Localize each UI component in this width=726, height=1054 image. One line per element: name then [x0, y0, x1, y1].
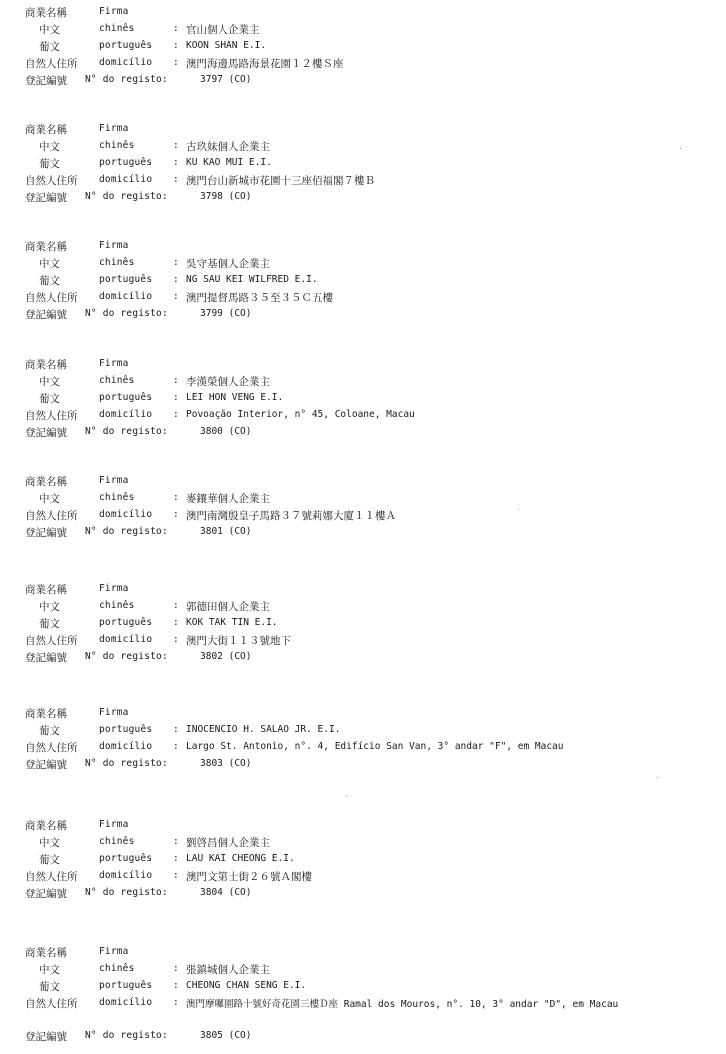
- portuguese-label-pt: português: [99, 724, 153, 735]
- portuguese-name-value: LEI HON VENG E.I.: [186, 392, 284, 403]
- chinese-label-zh: 中文: [39, 141, 60, 153]
- portuguese-label-zh: 葡文: [39, 41, 60, 53]
- domicile-row: [0, 507, 726, 524]
- colon: :: [173, 392, 179, 403]
- registration-row: [0, 756, 726, 773]
- domicile-label-pt: domicílio: [99, 870, 153, 881]
- domicile-label-pt: domicílio: [99, 634, 153, 645]
- registration-label-pt: N° do registo:: [85, 426, 168, 437]
- colon: :: [173, 741, 179, 752]
- registration-row: [0, 1028, 726, 1045]
- colon: :: [173, 23, 179, 34]
- portuguese-name-value: LAU KAI CHEONG E.I.: [186, 853, 295, 864]
- firm-label-pt: Firma: [99, 123, 129, 134]
- domicile-label-pt: domicílio: [99, 509, 153, 520]
- registry-record: [0, 581, 726, 666]
- domicile-value: 澳門海邊馬路海景花園１２樓Ｓ座: [186, 58, 344, 70]
- portuguese-label-zh: 葡文: [39, 854, 60, 866]
- firm-label-pt: Firma: [99, 240, 129, 251]
- domicile-row: [0, 55, 726, 72]
- portuguese-name-value: INOCENCIO H. SALAO JR. E.I.: [186, 724, 341, 735]
- portuguese-name-value: NG SAU KEI WILFRED E.I.: [186, 274, 318, 285]
- firm-label-pt: Firma: [99, 819, 129, 830]
- chinese-label-zh: 中文: [39, 964, 60, 976]
- portuguese-row: [0, 722, 726, 739]
- chinese-row: [0, 255, 726, 272]
- portuguese-name-value: KU KAO MUI E.I.: [186, 157, 272, 168]
- portuguese-label-pt: português: [99, 617, 153, 628]
- chinese-name-value: 李漢榮個人企業主: [186, 376, 270, 388]
- domicile-label-pt: domicílio: [99, 57, 153, 68]
- domicile-label-pt: domicílio: [99, 291, 153, 302]
- portuguese-name-value: KOK TAK TIN E.I.: [186, 617, 278, 628]
- colon: :: [173, 409, 179, 420]
- portuguese-row: [0, 851, 726, 868]
- registration-number: 3803 (CO): [200, 758, 252, 769]
- domicile-value: 澳門摩囉園路十號好奇花園三樓Ｄ座 Ramal dos Mouros, n°. 10, 3° andar "D", em Macau: [186, 999, 619, 1010]
- colon: :: [173, 375, 179, 386]
- firm-row: [0, 238, 726, 255]
- registration-row: [0, 189, 726, 206]
- colon: :: [173, 257, 179, 268]
- portuguese-label-pt: português: [99, 157, 153, 168]
- colon: :: [173, 174, 179, 185]
- firm-label-zh: 商業名稱: [25, 947, 67, 959]
- colon: :: [173, 57, 179, 68]
- domicile-label-zh: 自然人住所: [25, 510, 78, 522]
- firm-label-pt: Firma: [99, 583, 129, 594]
- domicile-label-zh: 自然人住所: [25, 635, 78, 647]
- firm-label-pt: Firma: [99, 707, 129, 718]
- chinese-row: [0, 21, 726, 38]
- colon: :: [173, 600, 179, 611]
- colon: :: [173, 870, 179, 881]
- colon: :: [173, 724, 179, 735]
- chinese-row: [0, 598, 726, 615]
- registration-number: 3799 (CO): [200, 308, 252, 319]
- portuguese-label-pt: português: [99, 274, 153, 285]
- colon: :: [173, 509, 179, 520]
- portuguese-row: [0, 272, 726, 289]
- registration-label-zh: 登記編號: [25, 309, 67, 321]
- registration-label-zh: 登記編號: [25, 527, 67, 539]
- portuguese-label-pt: português: [99, 392, 153, 403]
- firm-row: [0, 705, 726, 722]
- portuguese-label-zh: 葡文: [39, 275, 60, 287]
- portuguese-label-pt: português: [99, 40, 153, 51]
- registration-label-zh: 登記編號: [25, 192, 67, 204]
- portuguese-label-zh: 葡文: [39, 618, 60, 630]
- chinese-name-value: 麥鑲華個人企業主: [186, 493, 270, 505]
- firm-row: [0, 817, 726, 834]
- chinese-label-pt: chinês: [99, 257, 135, 268]
- domicile-label-pt: domicílio: [99, 741, 153, 752]
- firm-label-pt: Firma: [99, 946, 129, 957]
- registry-record: [0, 817, 726, 902]
- portuguese-label-zh: 葡文: [39, 158, 60, 170]
- colon: :: [173, 291, 179, 302]
- registration-label-pt: N° do registo:: [85, 191, 168, 202]
- domicile-label-zh: 自然人住所: [25, 410, 78, 422]
- domicile-label-zh: 自然人住所: [25, 998, 78, 1010]
- colon: :: [173, 157, 179, 168]
- firm-label-zh: 商業名稱: [25, 476, 67, 488]
- firm-label-zh: 商業名稱: [25, 7, 67, 19]
- firm-label-pt: Firma: [99, 6, 129, 17]
- registration-row: [0, 885, 726, 902]
- firm-label-zh: 商業名稱: [25, 820, 67, 832]
- chinese-label-zh: 中文: [39, 376, 60, 388]
- chinese-name-value: 官山個人企業主: [186, 24, 260, 36]
- colon: :: [173, 274, 179, 285]
- scan-speck: [346, 796, 347, 797]
- chinese-row: [0, 961, 726, 978]
- portuguese-label-zh: 葡文: [39, 981, 60, 993]
- domicile-label-zh: 自然人住所: [25, 292, 78, 304]
- scan-speck: [657, 777, 658, 778]
- portuguese-row: [0, 390, 726, 407]
- registration-row: [0, 649, 726, 666]
- domicile-value: Largo St. Antonio, n°. 4, Edifício San Van, 3° andar "F", em Macau: [186, 741, 564, 752]
- registration-row: [0, 72, 726, 89]
- domicile-row: [0, 407, 726, 424]
- registration-number: 3804 (CO): [200, 887, 252, 898]
- registration-label-zh: 登記編號: [25, 75, 67, 87]
- firm-label-pt: Firma: [99, 475, 129, 486]
- domicile-row: [0, 995, 726, 1028]
- firm-label-zh: 商業名稱: [25, 124, 67, 136]
- firm-label-zh: 商業名稱: [25, 359, 67, 371]
- chinese-label-pt: chinês: [99, 492, 135, 503]
- registration-label-pt: N° do registo:: [85, 758, 168, 769]
- portuguese-label-pt: português: [99, 980, 153, 991]
- portuguese-row: [0, 38, 726, 55]
- domicile-value: 澳門南灣殷皇子馬路３７號莉娜大廈１１樓Ａ: [186, 510, 396, 522]
- domicile-value: 澳門台山新城市花園十三座佰福閣７樓Ｂ: [186, 175, 375, 187]
- portuguese-name-value: CHEONG CHAN SENG E.I.: [186, 980, 307, 991]
- registration-number: 3798 (CO): [200, 191, 252, 202]
- registration-label-zh: 登記編號: [25, 759, 67, 771]
- registry-record: [0, 238, 726, 323]
- chinese-row: [0, 834, 726, 851]
- registration-number: 3797 (CO): [200, 74, 252, 85]
- chinese-label-zh: 中文: [39, 493, 60, 505]
- domicile-label-zh: 自然人住所: [25, 871, 78, 883]
- chinese-label-pt: chinês: [99, 836, 135, 847]
- domicile-row: [0, 289, 726, 306]
- registry-record: [0, 121, 726, 206]
- portuguese-label-zh: 葡文: [39, 725, 60, 737]
- registry-record: [0, 4, 726, 89]
- firm-row: [0, 581, 726, 598]
- chinese-name-value: 古玖妹個人企業主: [186, 141, 270, 153]
- colon: :: [173, 963, 179, 974]
- chinese-name-value: 劉啓昌個人企業主: [186, 837, 270, 849]
- firm-label-zh: 商業名稱: [25, 241, 67, 253]
- registration-number: 3801 (CO): [200, 526, 252, 537]
- registration-label-zh: 登記編號: [25, 652, 67, 664]
- domicile-label-zh: 自然人住所: [25, 742, 78, 754]
- domicile-value: 澳門文第士街２６號Ａ閣樓: [186, 871, 312, 883]
- portuguese-row: [0, 978, 726, 995]
- domicile-label-pt: domicílio: [99, 174, 153, 185]
- domicile-row: [0, 172, 726, 189]
- firm-label-zh: 商業名稱: [25, 708, 67, 720]
- registration-label-pt: N° do registo:: [85, 308, 168, 319]
- domicile-row: [0, 632, 726, 649]
- firm-label-zh: 商業名稱: [25, 584, 67, 596]
- domicile-label-zh: 自然人住所: [25, 58, 78, 70]
- domicile-value: Povoação Interior, n° 45, Coloane, Macau: [186, 409, 415, 420]
- domicile-row: [0, 868, 726, 885]
- firm-row: [0, 473, 726, 490]
- chinese-row: [0, 490, 726, 507]
- chinese-label-pt: chinês: [99, 375, 135, 386]
- registry-record: [0, 705, 726, 773]
- colon: :: [173, 617, 179, 628]
- colon: :: [173, 492, 179, 503]
- firm-row: [0, 4, 726, 21]
- domicile-row: [0, 739, 726, 756]
- registration-row: [0, 524, 726, 541]
- portuguese-label-pt: português: [99, 853, 153, 864]
- registration-number: 3805 (CO): [200, 1030, 252, 1041]
- colon: :: [173, 40, 179, 51]
- chinese-label-zh: 中文: [39, 837, 60, 849]
- domicile-value: 澳門大街１１３號地下: [186, 635, 291, 647]
- portuguese-name-value: KOON SHAN E.I.: [186, 40, 267, 51]
- domicile-value: 澳門提督馬路３５至３５Ｃ五樓: [186, 292, 333, 304]
- registration-row: [0, 306, 726, 323]
- colon: :: [173, 634, 179, 645]
- chinese-name-value: 郭德田個人企業主: [186, 601, 270, 613]
- firm-label-pt: Firma: [99, 358, 129, 369]
- domicile-label-pt: domicílio: [99, 409, 153, 420]
- firm-row: [0, 356, 726, 373]
- registry-record: [0, 944, 726, 1045]
- registration-number: 3802 (CO): [200, 651, 252, 662]
- domicile-label-zh: 自然人住所: [25, 175, 78, 187]
- registration-label-pt: N° do registo:: [85, 1030, 168, 1041]
- registration-label-zh: 登記編號: [25, 427, 67, 439]
- portuguese-label-zh: 葡文: [39, 393, 60, 405]
- chinese-label-pt: chinês: [99, 963, 135, 974]
- registration-row: [0, 424, 726, 441]
- registration-label-pt: N° do registo:: [85, 74, 168, 85]
- domicile-label-pt: domicílio: [99, 997, 153, 1008]
- registry-record: [0, 473, 726, 541]
- colon: :: [173, 980, 179, 991]
- chinese-label-zh: 中文: [39, 258, 60, 270]
- chinese-name-value: 吳守基個人企業主: [186, 258, 270, 270]
- firm-row: [0, 944, 726, 961]
- chinese-label-pt: chinês: [99, 140, 135, 151]
- chinese-label-zh: 中文: [39, 24, 60, 36]
- colon: :: [173, 997, 179, 1008]
- registration-label-zh: 登記編號: [25, 1031, 67, 1043]
- registration-label-pt: N° do registo:: [85, 526, 168, 537]
- firm-row: [0, 121, 726, 138]
- registration-label-pt: N° do registo:: [85, 887, 168, 898]
- registration-label-zh: 登記編號: [25, 888, 67, 900]
- scan-speck: [680, 148, 681, 149]
- chinese-row: [0, 138, 726, 155]
- colon: :: [173, 140, 179, 151]
- registry-record: [0, 356, 726, 441]
- portuguese-row: [0, 155, 726, 172]
- chinese-label-pt: chinês: [99, 600, 135, 611]
- chinese-row: [0, 373, 726, 390]
- chinese-name-value: 張鎮城個人企業主: [186, 964, 270, 976]
- portuguese-row: [0, 615, 726, 632]
- colon: :: [173, 853, 179, 864]
- registration-label-pt: N° do registo:: [85, 651, 168, 662]
- chinese-label-zh: 中文: [39, 601, 60, 613]
- colon: :: [173, 836, 179, 847]
- chinese-label-pt: chinês: [99, 23, 135, 34]
- scan-speck: [518, 509, 519, 510]
- registration-number: 3800 (CO): [200, 426, 252, 437]
